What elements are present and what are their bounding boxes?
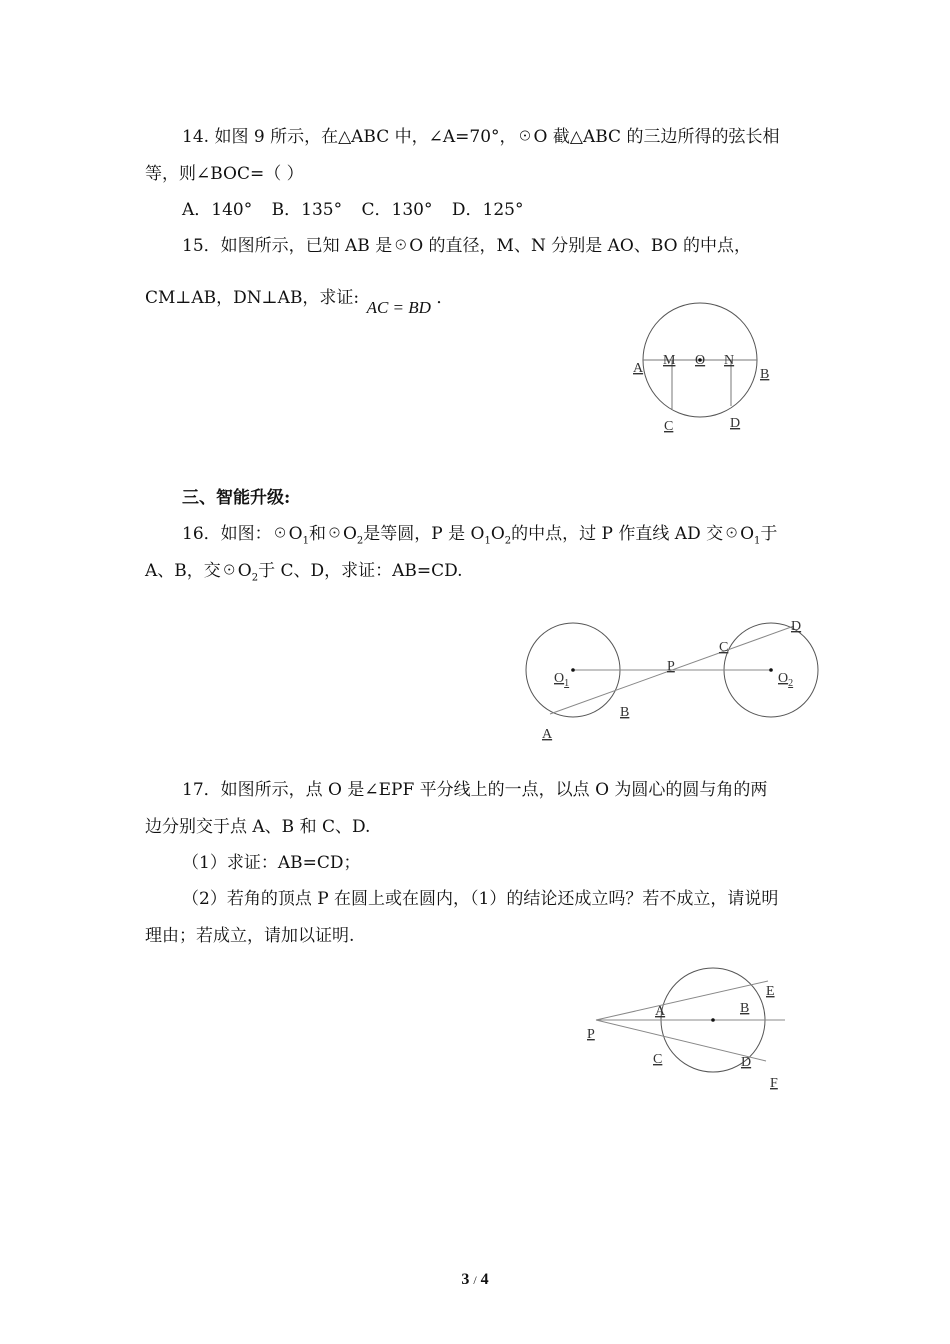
q17-line2: 边分别交于点 A、B 和 C、D. [145, 817, 371, 837]
q16-label-b: B [620, 705, 630, 720]
q15-tail: ． [436, 288, 454, 308]
q16-label-d: D [791, 619, 802, 634]
q17-center-o [711, 1018, 715, 1022]
q15-label-m: M [663, 353, 676, 368]
q16-sub6: 2 [251, 572, 259, 584]
q16-label-o1: $O_1$ [554, 671, 570, 689]
q16-sub3: 1 [484, 535, 491, 547]
q17-part1: （1）求证：AB=CD； [182, 853, 361, 873]
q17-part2-line1: （2）若角的顶点 P 在圆上或在圆内，（1）的结论还成立吗？若不成立，请说明 [182, 889, 779, 909]
q16-label-c: C [719, 640, 729, 655]
q16-line1-d: O [490, 524, 505, 544]
q14-option-a: A．140° [182, 200, 253, 220]
q15-label-a: A [633, 361, 644, 376]
q14-line2: 等，则∠BOC=（ ） [145, 164, 304, 184]
q16-line1-c: 是等圆，P 是 O [363, 524, 485, 544]
q16-sub1: 1 [302, 535, 309, 547]
q14-option-c: C．130° [361, 200, 433, 220]
q17-label-e: E [766, 984, 775, 999]
page-number [0, 1271, 950, 1289]
q15-label-o: O [695, 353, 706, 368]
q16-label-a: A [542, 727, 553, 742]
q16-line2-a: A、B，交☉O [145, 561, 252, 581]
q15-line2 [145, 287, 454, 317]
q17-label-p: P [587, 1027, 595, 1042]
q16-sub5: 1 [754, 535, 761, 547]
q16-center-o2 [769, 668, 773, 672]
q17-label-b: B [740, 1001, 750, 1016]
q16-line2-b: 于 C、D，求证：AB=CD. [258, 561, 463, 581]
q16-sub2: 2 [356, 535, 364, 547]
q15-label-n: N [724, 353, 735, 368]
q17-line1: 17．如图所示，点 O 是∠EPF 平分线上的一点，以点 O 为圆心的圆与角的两 [182, 780, 768, 800]
q14-option-d: D．125° [451, 200, 524, 220]
q15-figure [620, 300, 790, 450]
q16-line1 [182, 523, 777, 552]
q15-line1: 15．如图所示，已知 AB 是☉O 的直径，M、N 分别是 AO、BO 的中点， [182, 236, 752, 256]
q15-formula: AC = BD [366, 298, 431, 317]
q16-figure [520, 612, 830, 747]
q17-figure [580, 965, 795, 1095]
page-separator: / [473, 1273, 477, 1287]
q16-line1-f: 于 [760, 524, 778, 544]
q15-line2-text: CM⊥AB，DN⊥AB，求证: [145, 288, 360, 308]
q15-label-c: C [664, 419, 674, 434]
q15-label-b: B [760, 367, 770, 382]
q15-label-d: D [730, 416, 741, 431]
q16-label-o2: $O_2$ [778, 671, 794, 689]
q16-line2 [145, 560, 463, 589]
q16-sub4: 2 [504, 535, 512, 547]
q16-label-p: P [667, 659, 675, 674]
q16-center-o1 [571, 668, 575, 672]
page-current: 3 [461, 1271, 470, 1288]
q17-label-a: A [655, 1004, 666, 1019]
q17-label-f: F [770, 1076, 778, 1091]
q14-option-b: B．135° [271, 200, 343, 220]
q17-label-d: D [741, 1055, 752, 1070]
section3-title: 三、智能升级: [182, 488, 291, 508]
q14-options [182, 199, 537, 221]
q16-line1-e: 的中点，过 P 作直线 AD 交☉O [511, 524, 755, 544]
q16-line1-a: 16．如图：☉O [182, 524, 303, 544]
q16-line1-b: 和☉O [308, 524, 357, 544]
page-total: 4 [480, 1271, 489, 1288]
q17-part2-line2: 理由；若成立，请加以证明. [145, 926, 355, 946]
q17-label-c: C [653, 1052, 663, 1067]
q14-line1: 14. 如图 9 所示，在△ABC 中，∠A=70°，☉O 截△ABC 的三边所得的弦长相 [182, 127, 780, 147]
